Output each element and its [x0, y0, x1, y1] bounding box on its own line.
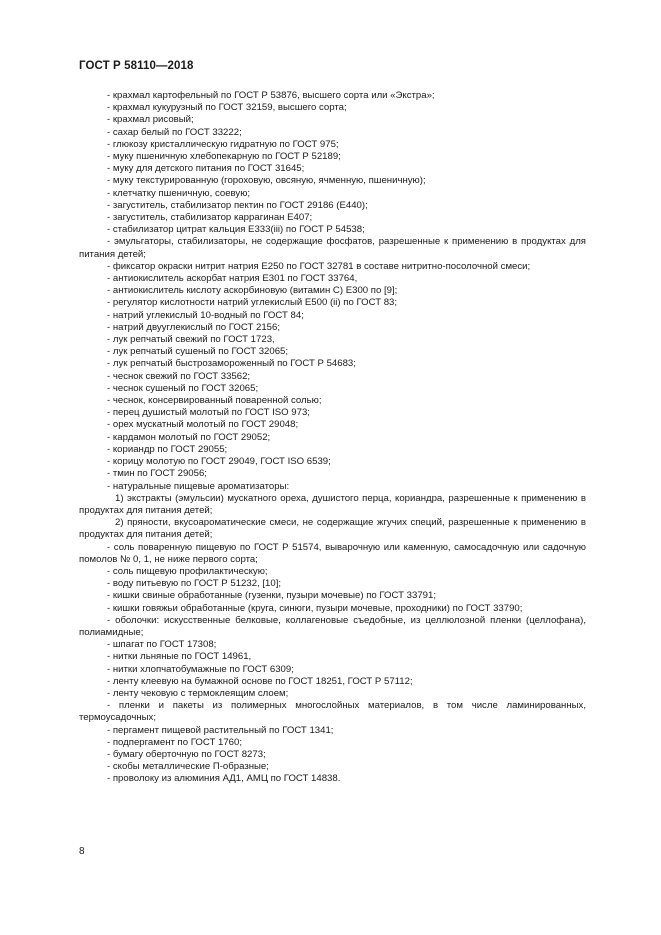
list-item: - натрий углекислый 10-водный по ГОСТ 84; [107, 309, 304, 321]
list-item: - крахмал кукурузный по ГОСТ 32159, высшего сорта; [107, 102, 347, 114]
list-item: - кишки говяжьи обработанные (круга, синюги, пузыри мочевые, проходники) по ГОСТ 33790; [107, 602, 523, 614]
list-item: - чеснок свежий по ГОСТ 33562; [107, 370, 251, 382]
list-item: - лук репчатый быстрозамороженный по ГОСТ Р 54683; [107, 358, 356, 370]
list-item: - муку для детского питания по ГОСТ 31645; [107, 163, 305, 175]
list-item: - нитки хлопчатобумажные по ГОСТ 6309; [107, 663, 294, 675]
list-item: - скобы металлические П-образные; [107, 761, 269, 773]
list-item: - муку текстурированную (гороховую, овсяную, ячменную, пшеничную); [107, 175, 426, 187]
list-item: - эмульгаторы, стабилизаторы, не содержащие фосфатов, разрешенные к применению в продуктах для питания детей; [79, 236, 586, 260]
list-item: - нитки льняные по ГОСТ 14961, [107, 651, 252, 663]
list-item: - соль пищевую профилактическую; [107, 565, 268, 577]
list-item: - кишки свиные обработанные (гузенки, пузыри мочевые) по ГОСТ 33791; [107, 590, 437, 602]
list-item: - бумагу оберточную по ГОСТ 8273; [107, 748, 266, 760]
list-item: - пленки и пакеты из полимерных многослойных материалов, в том числе ламинированных, термоусадочных; [79, 700, 586, 724]
list-item: - лук репчатый свежий по ГОСТ 1723, [107, 334, 275, 346]
list-item: - корицу молотую по ГОСТ 29049, ГОСТ ISO 6539; [107, 456, 331, 468]
list-item: - муку пшеничную хлебопекарную по ГОСТ Р 52189; [107, 151, 341, 163]
list-item: - шпагат по ГОСТ 17308; [107, 639, 217, 651]
sub-list-item: 1) экстракты (эмульсии) мускатного ореха, душистого перца, кориандра, разрешенные к применению в продуктах для питания детей; [79, 492, 586, 516]
list-item: - загуститель, стабилизатор каррагинан Е407; [107, 212, 313, 224]
list-item: - натуральные пищевые ароматизаторы: [107, 480, 290, 492]
list-item: - сахар белый по ГОСТ 33222; [107, 126, 242, 138]
list-item: - проволоку из алюминия АД1, АМЦ по ГОСТ 14838. [107, 773, 341, 785]
list-item: - перец душистый молотый по ГОСТ ISO 973; [107, 407, 310, 419]
page-number: 8 [79, 846, 85, 857]
list-item: - соль поваренную пищевую по ГОСТ Р 51574, выварочную или каменную, самосадочную или садочную помолов № 0, 1, не ниже первого сорта; [79, 541, 586, 565]
list-item: - лук репчатый сушеный по ГОСТ 32065; [107, 346, 289, 358]
sub-list-item: 2) пряности, вкусоароматические смеси, не содержащие жгучих специй, разрешенные к применению в продуктах для питания детей; [79, 517, 586, 541]
list-item: - антиокислитель аскорбат натрия Е301 по ГОСТ 33764, [107, 273, 358, 285]
list-item: - подпергамент по ГОСТ 1760; [107, 736, 243, 748]
list-item: - фиксатор окраски нитрит натрия Е250 по ГОСТ 32781 в составе нитритно-посолочной смеси; [107, 260, 531, 272]
list-item: - ленту клеевую на бумажной основе по ГОСТ 18251, ГОСТ Р 57112; [107, 675, 413, 687]
list-item: - крахмал рисовый; [107, 114, 194, 126]
list-item: - чеснок сушеный по ГОСТ 32065; [107, 382, 259, 394]
list-item: - клетчатку пшеничную, соевую; [107, 187, 251, 199]
list-item: - пергамент пищевой растительный по ГОСТ 1341; [107, 724, 334, 736]
list-item: - воду питьевую по ГОСТ Р 51232, [10]; [107, 578, 282, 590]
document-code-header: ГОСТ Р 58110—2018 [79, 60, 194, 72]
list-item: - регулятор кислотности натрий углекислый Е500 (ii) по ГОСТ 83; [107, 297, 398, 309]
list-item: - крахмал картофельный по ГОСТ Р 53876, высшего сорта или «Экстра»; [107, 90, 435, 101]
list-item: - глюкозу кристаллическую гидратную по ГОСТ 975; [107, 138, 339, 150]
list-item: - антиокислитель кислоту аскорбиновую (витамин С) Е300 по [9]; [107, 285, 398, 297]
list-item: - ленту чековую с термоклеящим слоем; [107, 687, 289, 699]
list-item: - стабилизатор цитрат кальция Е333(iii) по ГОСТ Р 54538; [107, 224, 365, 236]
list-item: - оболочки: искусственные белковые, коллагеновые съедобные, из целлюлозной пленки (целлофана), полиамидные; [79, 614, 586, 638]
list-item: - загуститель, стабилизатор пектин по ГОСТ 29186 (Е440); [107, 199, 368, 211]
list-item: - орех мускатный молотый по ГОСТ 29048; [107, 419, 299, 431]
list-item: - кардамон молотый по ГОСТ 29052; [107, 431, 271, 443]
list-item: - натрий двууглекислый по ГОСТ 2156; [107, 321, 281, 333]
list-item: - тмин по ГОСТ 29056; [107, 468, 207, 480]
list-item: - кориандр по ГОСТ 29055; [107, 443, 228, 455]
document-body [79, 90, 586, 786]
list-item: - чеснок, консервированный поваренной солью; [107, 395, 322, 407]
